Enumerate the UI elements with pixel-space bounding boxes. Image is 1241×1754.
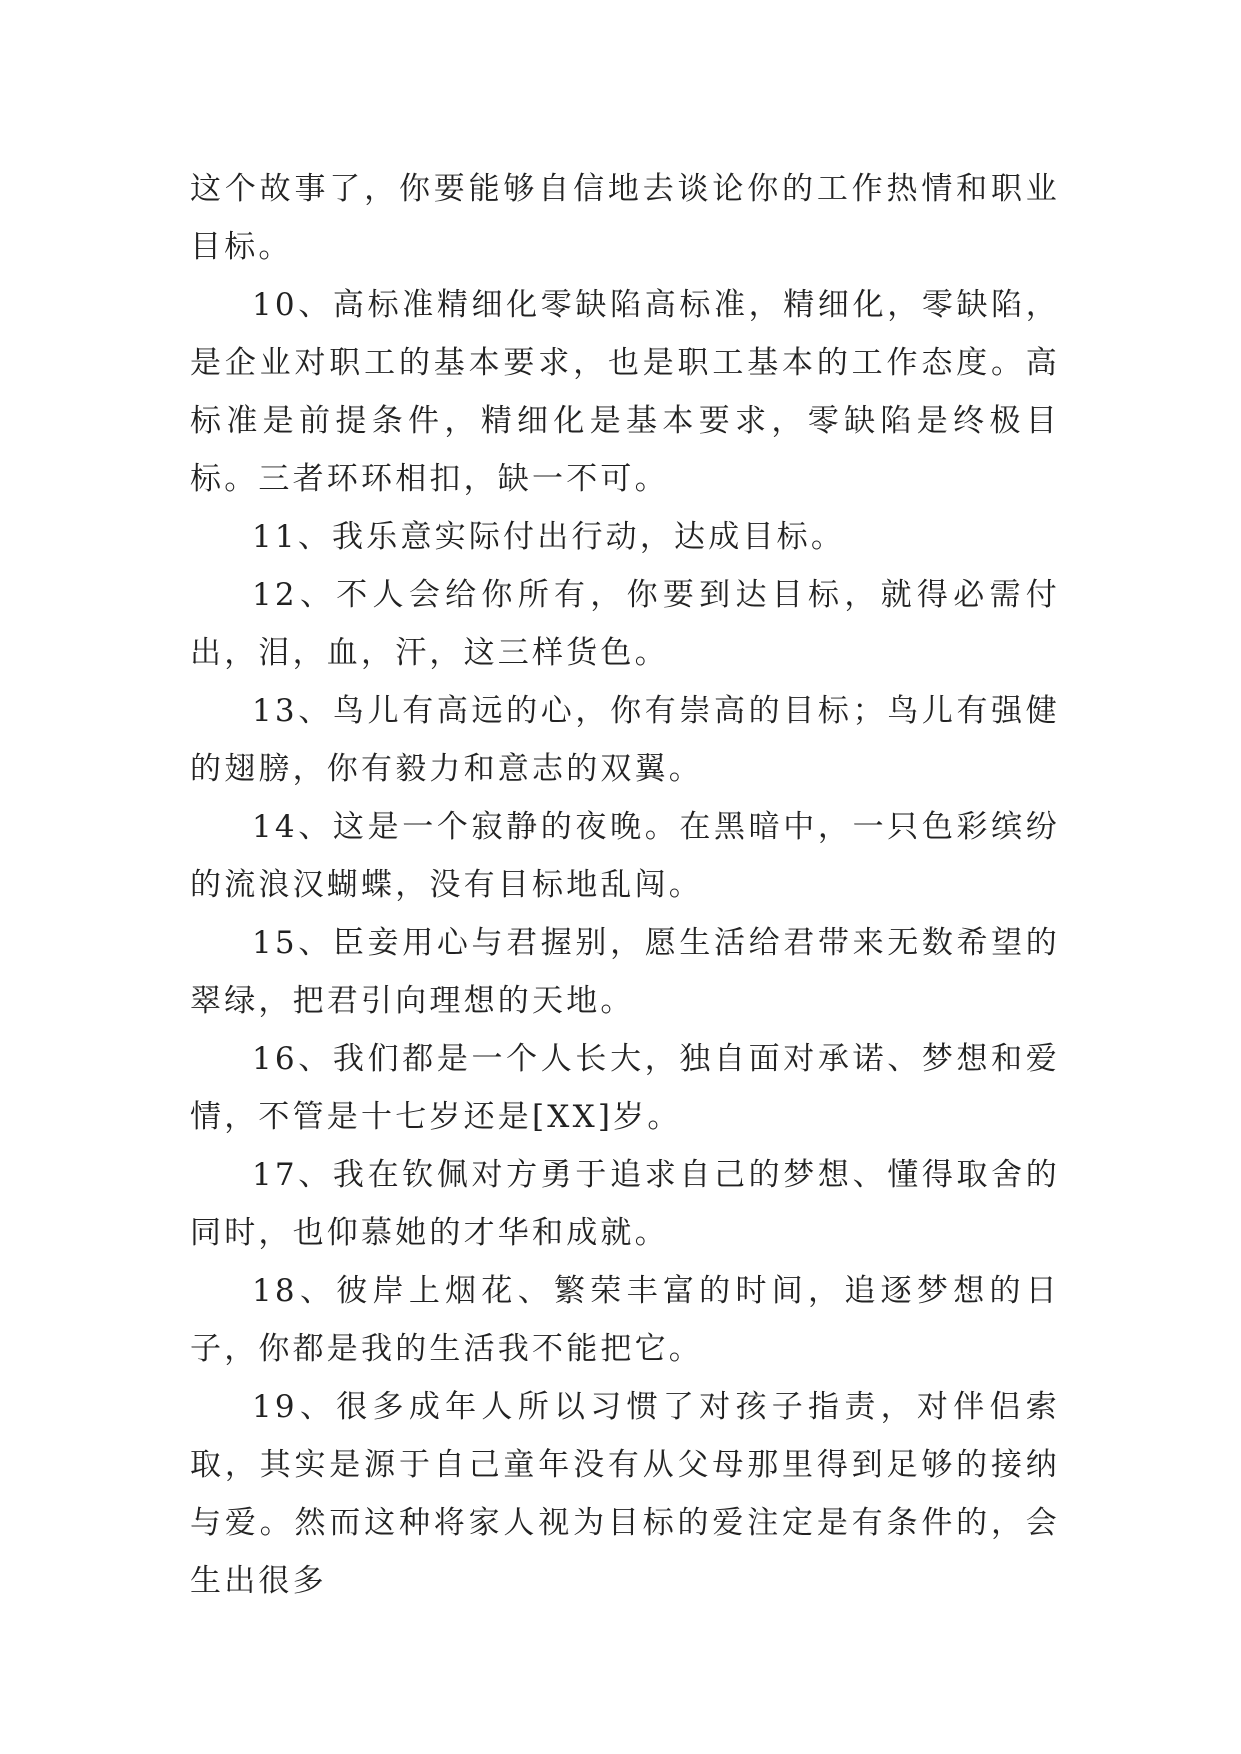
document-body: [190, 160, 1060, 1610]
paragraph-item-16: 16、我们都是一个人长大，独自面对承诺、梦想和爱情，不管是十七岁还是[XX]岁。: [190, 1041, 1060, 1135]
paragraph-item-15: 15、臣妾用心与君握别，愿生活给君带来无数希望的翠绿，把君引向理想的天地。: [190, 925, 1060, 1019]
paragraph-item-17: 17、我在钦佩对方勇于追求自己的梦想、懂得取舍的同时，也仰慕她的才华和成就。: [190, 1157, 1060, 1251]
paragraph-item-10: 10、高标准精细化零缺陷高标准，精细化，零缺陷，是企业对职工的基本要求，也是职工基本的工作态度。高标准是前提条件，精细化是基本要求，零缺陷是终极目标。三者环环相扣，缺一不可。: [190, 287, 1060, 497]
paragraph-item-13: 13、鸟儿有高远的心，你有崇高的目标；鸟儿有强健的翅膀，你有毅力和意志的双翼。: [190, 693, 1060, 787]
paragraph-item-14: 14、这是一个寂静的夜晚。在黑暗中，一只色彩缤纷的流浪汉蝴蝶，没有目标地乱闯。: [190, 809, 1060, 903]
paragraph-item-19: 19、很多成年人所以习惯了对孩子指责，对伴侣索取，其实是源于自己童年没有从父母那里得到足够的接纳与爱。然而这种将家人视为目标的爱注定是有条件的，会生出很多: [190, 1389, 1060, 1599]
paragraph-item-12: 12、不人会给你所有，你要到达目标，就得必需付出，泪，血，汗，这三样货色。: [190, 577, 1060, 671]
paragraph-item-11: 11、我乐意实际付出行动，达成目标。: [252, 519, 846, 555]
paragraph-continued: 这个故事了，你要能够自信地去谈论你的工作热情和职业目标。: [190, 171, 1060, 265]
paragraph-item-18: 18、彼岸上烟花、繁荣丰富的时间，追逐梦想的日子，你都是我的生活我不能把它。: [190, 1273, 1060, 1367]
